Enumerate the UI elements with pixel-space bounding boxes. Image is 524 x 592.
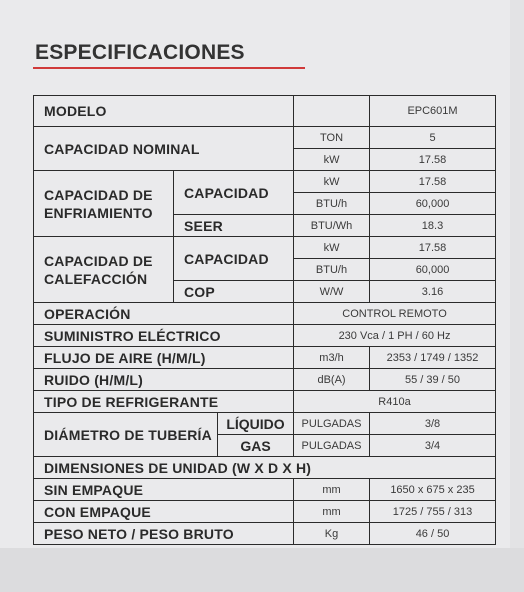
background-strip (0, 548, 524, 592)
value-cell: R410a (294, 391, 496, 413)
empty-cell (294, 96, 370, 127)
value-cell: 17.58 (370, 171, 496, 193)
value-cell: 3/4 (370, 435, 496, 457)
value-cell: 1725 / 755 / 313 (370, 501, 496, 523)
sublabel-cop: COP (174, 281, 294, 303)
row-label-refrigerante: TIPO DE REFRIGERANTE (34, 391, 294, 413)
table-row (34, 523, 496, 545)
row-label-calefaccion: CAPACIDAD DE CALEFACCIÓN (34, 237, 174, 303)
sublabel-capacidad: CAPACIDAD (174, 237, 294, 281)
sublabel-gas: GAS (218, 435, 294, 457)
unit-cell: kW (294, 171, 370, 193)
unit-cell: BTU/Wh (294, 215, 370, 237)
value-cell: 17.58 (370, 237, 496, 259)
row-label-ruido: RUIDO (H/M/L) (34, 369, 294, 391)
row-label-flujo-aire: FLUJO DE AIRE (H/M/L) (34, 347, 294, 369)
unit-cell: dB(A) (294, 369, 370, 391)
unit-cell: mm (294, 479, 370, 501)
table-row (34, 96, 496, 127)
table-row (34, 457, 496, 479)
row-label-modelo: MODELO (34, 96, 294, 127)
unit-cell: mm (294, 501, 370, 523)
table-row (34, 501, 496, 523)
value-cell: 1650 x 675 x 235 (370, 479, 496, 501)
unit-cell: BTU/h (294, 259, 370, 281)
unit-cell: m3/h (294, 347, 370, 369)
value-cell: 18.3 (370, 215, 496, 237)
value-cell: 3.16 (370, 281, 496, 303)
value-cell: 60,000 (370, 193, 496, 215)
spec-table (33, 95, 496, 545)
unit-cell: Kg (294, 523, 370, 545)
table-row (34, 127, 496, 149)
sublabel-liquido: LÍQUIDO (218, 413, 294, 435)
sublabel-seer: SEER (174, 215, 294, 237)
title-underline (33, 67, 305, 69)
unit-cell: BTU/h (294, 193, 370, 215)
table-row (34, 303, 496, 325)
value-modelo: EPC601M (370, 96, 496, 127)
table-row (34, 391, 496, 413)
unit-cell: TON (294, 127, 370, 149)
value-cell: 60,000 (370, 259, 496, 281)
unit-cell: PULGADAS (294, 435, 370, 457)
row-label-capacidad-nominal: CAPACIDAD NOMINAL (34, 127, 294, 171)
value-cell: 3/8 (370, 413, 496, 435)
row-label-enfriamiento: CAPACIDAD DE ENFRIAMIENTO (34, 171, 174, 237)
unit-cell: W/W (294, 281, 370, 303)
row-label-operacion: OPERACIÓN (34, 303, 294, 325)
table-row (34, 347, 496, 369)
unit-cell: PULGADAS (294, 413, 370, 435)
value-cell: 2353 / 1749 / 1352 (370, 347, 496, 369)
sublabel-capacidad: CAPACIDAD (174, 171, 294, 215)
value-cell: 55 / 39 / 50 (370, 369, 496, 391)
table-row (34, 479, 496, 501)
page-title: ESPECIFICACIONES (35, 41, 245, 64)
value-cell: 230 Vca / 1 PH / 60 Hz (294, 325, 496, 347)
unit-cell: kW (294, 149, 370, 171)
row-label-sin-empaque: SIN EMPAQUE (34, 479, 294, 501)
value-cell: CONTROL REMOTO (294, 303, 496, 325)
value-cell: 5 (370, 127, 496, 149)
row-label-dimensiones: DIMENSIONES DE UNIDAD (W X D X H) (34, 457, 496, 479)
table-row (34, 413, 496, 435)
table-row (34, 171, 496, 193)
value-cell: 46 / 50 (370, 523, 496, 545)
value-cell: 17.58 (370, 149, 496, 171)
table-row (34, 237, 496, 259)
unit-cell: kW (294, 237, 370, 259)
table-row (34, 369, 496, 391)
row-label-tuberia: DIÁMETRO DE TUBERÍA (34, 413, 218, 457)
row-label-con-empaque: CON EMPAQUE (34, 501, 294, 523)
table-row (34, 325, 496, 347)
row-label-suministro: SUMINISTRO ELÉCTRICO (34, 325, 294, 347)
row-label-peso: PESO NETO / PESO BRUTO (34, 523, 294, 545)
